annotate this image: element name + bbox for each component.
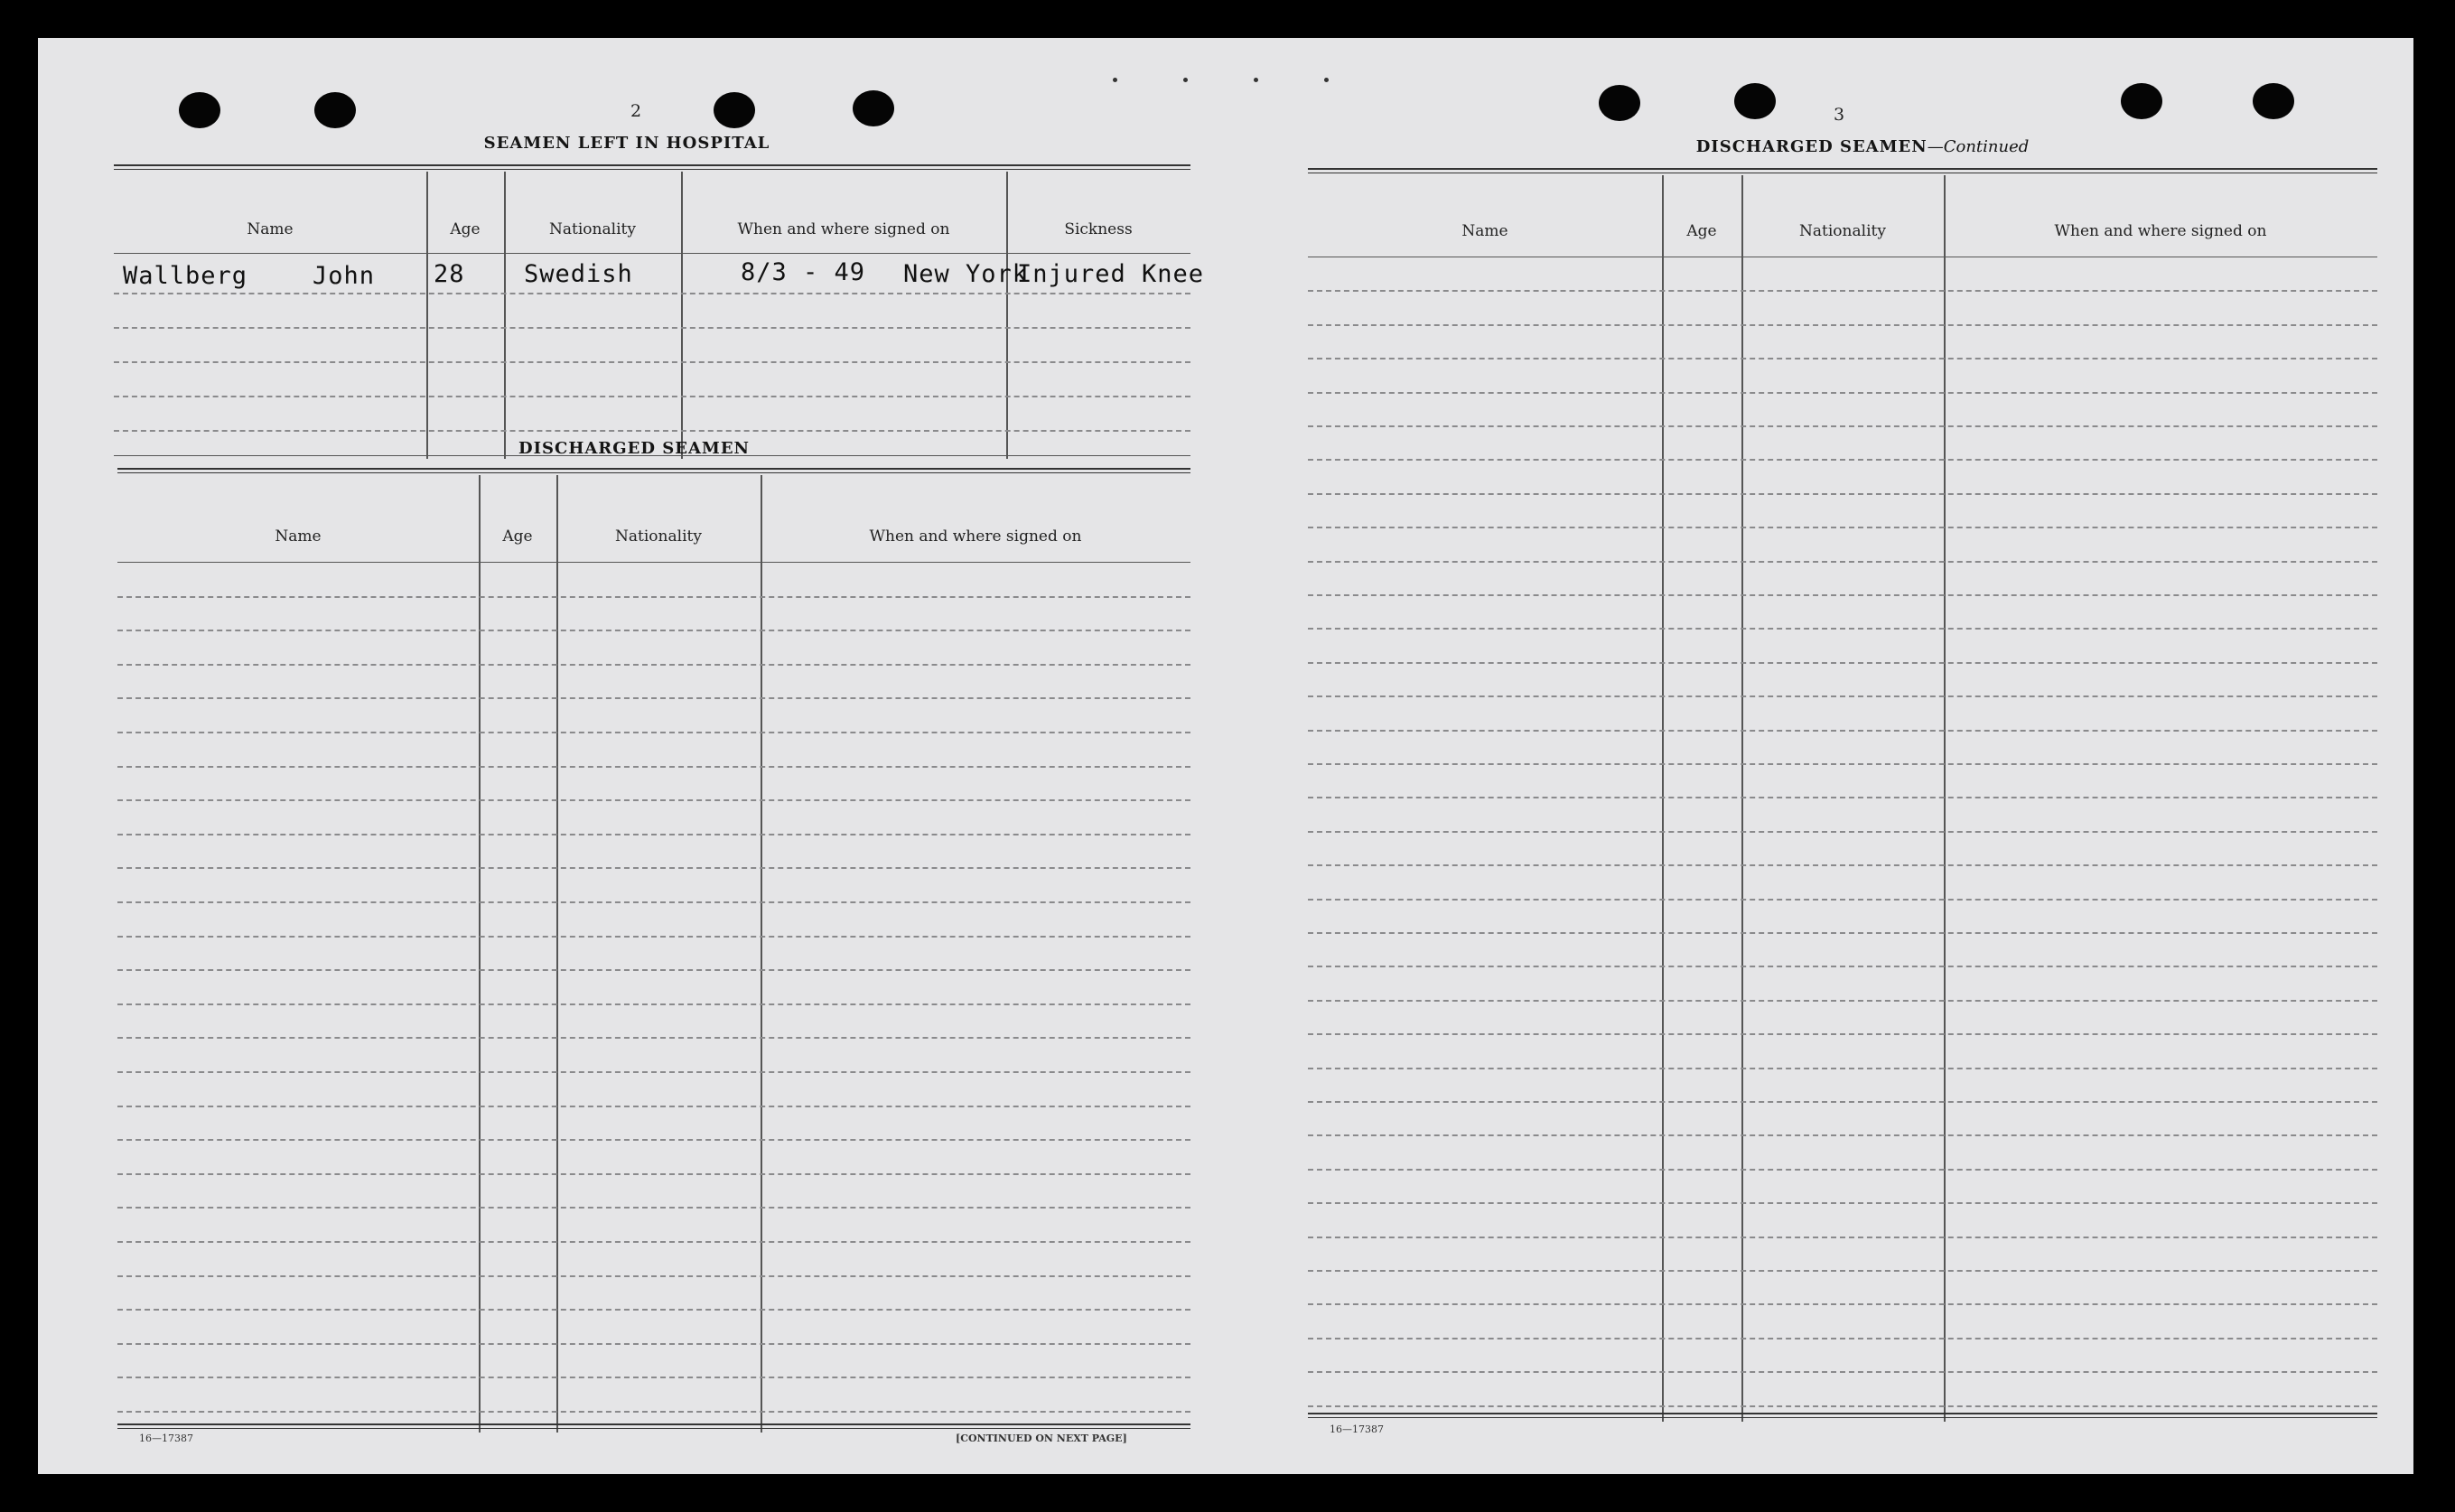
- ink-speck: [1113, 78, 1117, 82]
- punch-hole: [2121, 83, 2162, 119]
- blank-row-rule: [117, 1377, 1190, 1378]
- blank-row-rule: [1308, 290, 2377, 292]
- page-number-left: 2: [630, 101, 642, 121]
- punch-hole: [314, 92, 356, 128]
- blank-row-rule: [1308, 1371, 2377, 1373]
- blank-row-rule: [117, 834, 1190, 835]
- blank-row-rule: [117, 936, 1190, 938]
- blank-row-rule: [1308, 1338, 2377, 1339]
- column-header: Age: [502, 527, 533, 546]
- right-section-title: [1628, 137, 2097, 156]
- punch-hole: [714, 92, 755, 128]
- discharged-table-left: [117, 468, 1190, 1433]
- blank-row-rule: [1308, 1303, 2377, 1305]
- ink-speck: [1324, 78, 1329, 82]
- blank-row-rule: [1308, 730, 2377, 732]
- form-number: 16—17387: [139, 1433, 193, 1444]
- blank-row-rule: [117, 799, 1190, 801]
- blank-row-rule: [1308, 1169, 2377, 1171]
- blank-row-rule: [1308, 1134, 2377, 1136]
- hospital-row-nationality: Swedish: [524, 260, 633, 288]
- blank-row-rule: [117, 1071, 1190, 1073]
- blank-row-rule: [117, 732, 1190, 733]
- blank-row-rule: [1308, 358, 2377, 359]
- hospital-row-date: 8/3 - 49: [741, 258, 866, 286]
- punch-hole: [1599, 85, 1640, 121]
- blank-row-rule: [1308, 527, 2377, 528]
- blank-row-rule: [117, 969, 1190, 971]
- blank-row-rule: [1308, 493, 2377, 495]
- continued-note: [CONTINUED ON NEXT PAGE]: [956, 1433, 1127, 1444]
- blank-row-rule: [1308, 1068, 2377, 1069]
- blank-row-rule: [117, 867, 1190, 869]
- blank-row-rule: [117, 1207, 1190, 1209]
- ink-speck: [1183, 78, 1188, 82]
- blank-row-rule: [1308, 459, 2377, 461]
- column-header: Age: [450, 220, 481, 238]
- blank-row-rule: [117, 1275, 1190, 1277]
- blank-row-rule: [1308, 1101, 2377, 1103]
- right-section-title-text: DISCHARGED SEAMEN: [1695, 137, 1928, 156]
- hospital-table: [114, 164, 1205, 459]
- column-header: Nationality: [549, 220, 636, 238]
- blank-row-rule: [1308, 763, 2377, 765]
- blank-row-rule: [117, 1003, 1190, 1005]
- discharged-section-title: DISCHARGED SEAMEN: [518, 439, 751, 458]
- blank-row-rule: [117, 901, 1190, 903]
- blank-row-rule: [1308, 1000, 2377, 1002]
- blank-row-rule: [117, 1037, 1190, 1039]
- blank-row-rule: [1308, 324, 2377, 326]
- punch-hole: [853, 90, 894, 126]
- column-header: Name: [247, 220, 294, 238]
- blank-row-rule: [117, 1173, 1190, 1175]
- form-number-right: 16—17387: [1330, 1423, 1384, 1435]
- punch-hole: [179, 92, 220, 128]
- column-header: When and where signed on: [737, 220, 950, 238]
- column-header: Sickness: [1064, 220, 1133, 238]
- blank-row-rule: [117, 1106, 1190, 1107]
- blank-row-rule: [1308, 561, 2377, 563]
- blank-row-rule: [1308, 662, 2377, 664]
- discharged-table-right: [1308, 168, 2377, 1422]
- blank-row-rule: [1308, 864, 2377, 866]
- hospital-row-sickness: Injured Knee: [1017, 260, 1205, 288]
- blank-row-rule: [1308, 831, 2377, 833]
- blank-row-rule: [1308, 1270, 2377, 1272]
- blank-row-rule: [1308, 594, 2377, 596]
- blank-row-rule: [1308, 1237, 2377, 1238]
- blank-row-rule: [1308, 797, 2377, 798]
- column-header: Age: [1686, 222, 1717, 240]
- column-header: When and where signed on: [2054, 222, 2267, 240]
- punch-hole: [1734, 83, 1776, 119]
- blank-row-rule: [1308, 932, 2377, 934]
- column-header: Name: [1461, 222, 1508, 240]
- document-sheet: [38, 38, 2413, 1474]
- hospital-row-place: New York: [903, 260, 1029, 288]
- header-rule: [117, 562, 1190, 563]
- column-header: Name: [275, 527, 322, 546]
- hospital-row-age: 28: [434, 260, 465, 288]
- blank-row-rule: [117, 596, 1190, 598]
- blank-row-rule: [1308, 1202, 2377, 1204]
- hospital-row-given-name: John: [313, 262, 376, 290]
- blank-row-rule: [117, 766, 1190, 768]
- hospital-row-surname: Wallberg: [123, 262, 248, 290]
- table-end-rule: [1308, 1413, 2377, 1418]
- punch-hole: [2253, 83, 2294, 119]
- blank-row-rule: [117, 630, 1190, 631]
- table-end-rule: [117, 1423, 1190, 1429]
- blank-row-rule: [1308, 1405, 2377, 1407]
- column-header: When and where signed on: [869, 527, 1082, 546]
- right-section-title-suffix: —Continued: [1927, 137, 2030, 156]
- column-header: Nationality: [1799, 222, 1886, 240]
- blank-row-rule: [117, 1139, 1190, 1141]
- page-number-right: 3: [1834, 105, 1845, 125]
- hospital-section-title: SEAMEN LEFT IN HOSPITAL: [483, 134, 770, 153]
- blank-row-rule: [1308, 695, 2377, 697]
- blank-row-rule: [117, 664, 1190, 666]
- blank-row-rule: [1308, 628, 2377, 630]
- blank-row-rule: [1308, 899, 2377, 901]
- column-header: Nationality: [615, 527, 702, 546]
- ink-speck: [1254, 78, 1258, 82]
- blank-row-rule: [117, 697, 1190, 699]
- blank-row-rule: [1308, 392, 2377, 394]
- blank-row-rule: [1308, 425, 2377, 427]
- blank-row-rule: [1308, 966, 2377, 967]
- blank-row-rule: [117, 1309, 1190, 1311]
- blank-row-rule: [117, 1343, 1190, 1345]
- blank-row-rule: [1308, 1033, 2377, 1035]
- blank-row-rule: [117, 1241, 1190, 1243]
- blank-row-rule: [117, 1411, 1190, 1413]
